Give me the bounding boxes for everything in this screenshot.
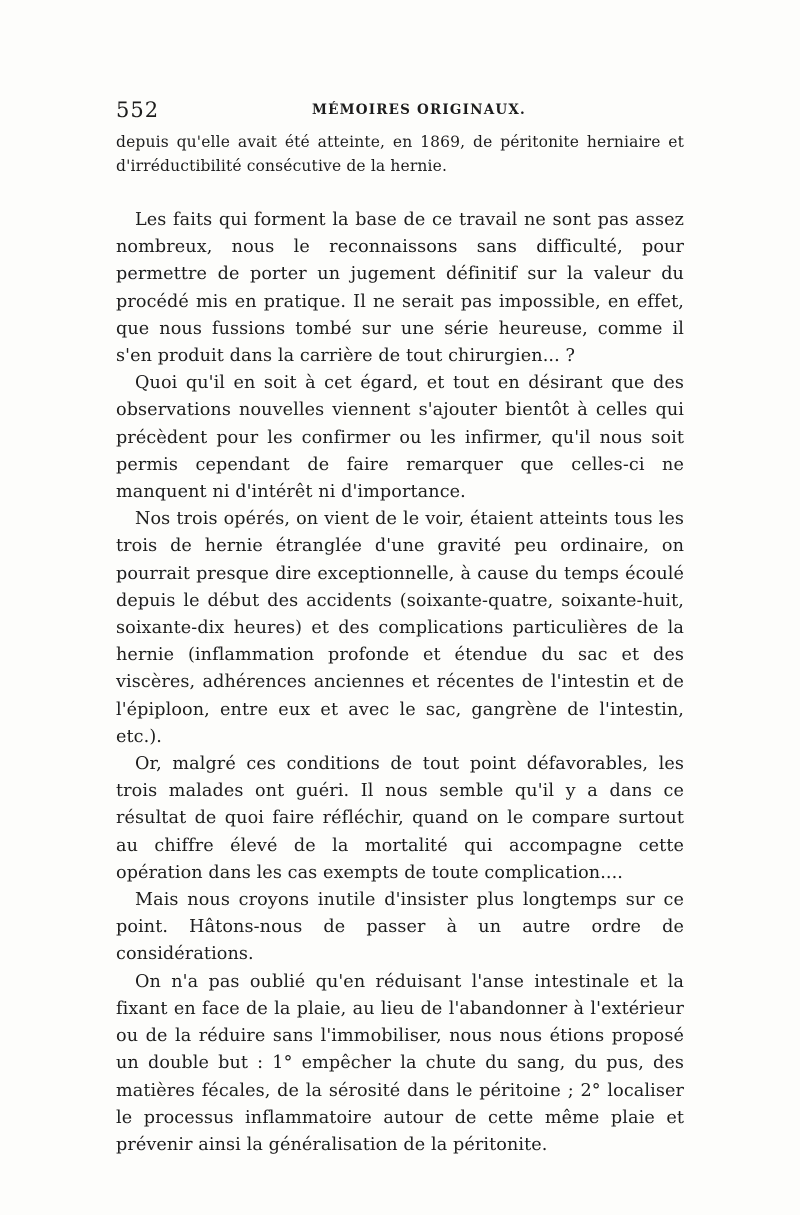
- paragraph-3: Nos trois opérés, on vient de le voir, étaient atteints tous les trois de hernie étranglée d'une gravité peu ordinaire, on pourrait presque dire exceptionnelle, à cause du temps écoulé depuis le début des accidents (soixante-quatre, soixante-huit, soixante-dix heures) et des complications particulières de la hernie (inflammation profonde et étendue du sac et des viscères, adhérences anciennes et récentes de l'intestin et de l'épiploon, entre eux et avec le sac, gangrène de l'intestin, etc.).: [116, 509, 684, 747]
- paragraph-5: Mais nous croyons inutile d'insister plus longtemps sur ce point. Hâtons-nous de passer à un autre ordre de considérations.: [116, 890, 684, 965]
- page-number: 552: [116, 98, 160, 122]
- page-header: [116, 98, 684, 128]
- body-text: [116, 207, 684, 1159]
- paragraph-6: On n'a pas oublié qu'en réduisant l'anse intestinale et la fixant en face de la plaie, au lieu de l'abandonner à l'extérieur ou de la réduire sans l'immobiliser, nous nous étions proposé un double but : 1° empêcher la chute du sang, du pus, des matières fécales, de la sérosité dans le péritoine ; 2° localiser le processus inflammatoire autour de cette même plaie et prévenir ainsi la généralisation de la péritonite.: [116, 971, 684, 1155]
- intro-text: [116, 130, 684, 178]
- intro-paragraph: depuis qu'elle avait été atteinte, en 1869, de péritonite herniaire et d'irréductibilité consécutive de la hernie.: [116, 133, 684, 175]
- paragraph-4: Or, malgré ces conditions de tout point défavorables, les trois malades ont guéri. Il nous semble qu'il y a dans ce résultat de quoi faire réfléchir, quand on le compare surtout au chiffre élevé de la mortalité qui accompagne cette opération dans les cas exempts de toute complication....: [116, 754, 684, 883]
- running-title: MÉMOIRES ORIGINAUX.: [312, 102, 526, 118]
- paragraph-1: Les faits qui forment la base de ce travail ne sont pas assez nombreux, nous le reconnaissons sans difficulté, pour permettre de porter un jugement définitif sur la valeur du procédé mis en pratique. Il ne serait pas impossible, en effet, que nous fussions tombé sur une série heureuse, comme il s'en produit dans la carrière de tout chirurgien... ?: [116, 210, 684, 367]
- paragraph-2: Quoi qu'il en soit à cet égard, et tout en désirant que des observations nouvelles viennent s'ajouter bientôt à celles qui précèdent pour les confirmer ou les infirmer, qu'il nous soit permis cependant de faire remarquer que celles-ci ne manquent ni d'intérêt ni d'importance.: [116, 373, 684, 503]
